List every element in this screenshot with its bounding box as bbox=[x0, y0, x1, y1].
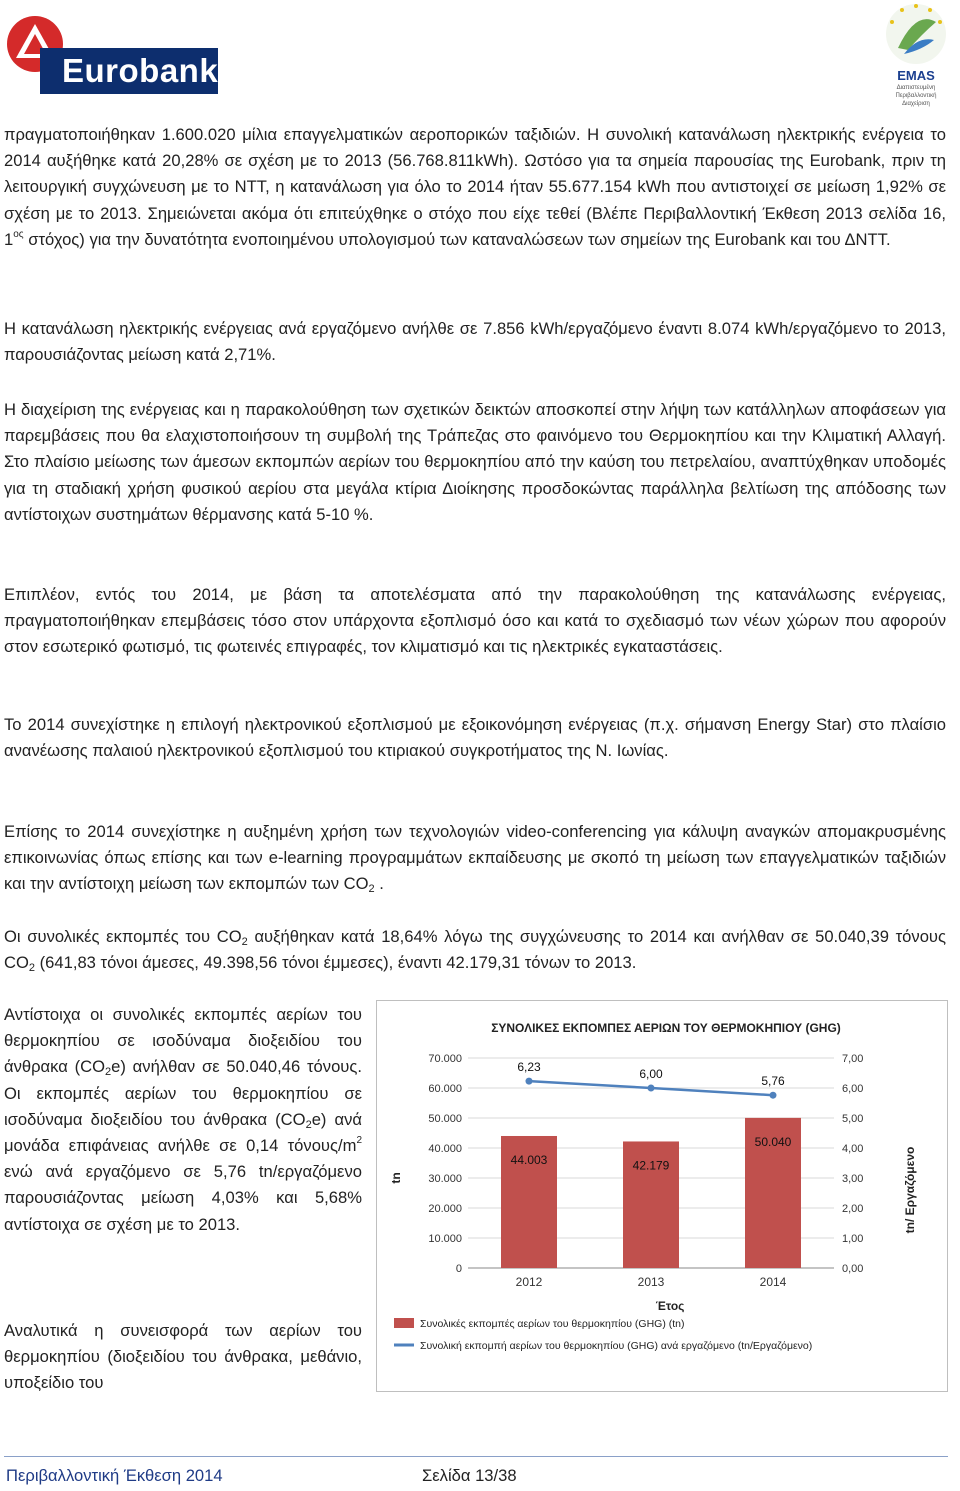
text-span: (641,83 τόνοι άμεσες, 49.398,56 τόνοι έμμεσες), έναντι 42.179,31 τόνων το 2013. bbox=[35, 953, 637, 973]
text-span: Αναλυτικά η συνεισφορά των αερίων του θερμοκηπίου (διοξειδίου του άνθρακα, μεθάνιο, υποξείδιο του bbox=[4, 1321, 362, 1393]
paragraph-interventions bbox=[4, 582, 946, 661]
line-point bbox=[770, 1092, 777, 1099]
footer-divider bbox=[4, 1456, 948, 1457]
y2-tick-label: 2,00 bbox=[842, 1203, 864, 1215]
line-data-label: 5,76 bbox=[761, 1074, 785, 1089]
text-span: Το 2014 συνεχίστηκε η επιλογή ηλεκτρονικού εξοπλισμού με εξοικονόμηση ενέργειας (π.χ. σήμανση Energy Star) στο πλαίσιο ανανέωσης παλαιού ηλεκτρονικού εξοπλισμού του κτιριακού συγκροτήματος της Ν. Ιωνίας. bbox=[4, 715, 946, 761]
x-axis-label: Έτος bbox=[655, 1299, 685, 1313]
footer-page-number: Σελίδα 13/38 bbox=[422, 1466, 517, 1485]
y-tick-label: 10.000 bbox=[428, 1233, 462, 1245]
subscript: 2 bbox=[241, 936, 248, 948]
emas-label: EMAS bbox=[897, 68, 935, 83]
y-tick-label: 20.000 bbox=[428, 1203, 462, 1215]
y-tick-label: 70.000 bbox=[428, 1053, 462, 1065]
text-span: Η διαχείριση της ενέργειας και η παρακολούθηση των σχετικών δεικτών αποσκοπεί στην λήψη των κατάλληλων αποφάσεων για παρεμβάσεις που θα ελαχιστοποιήσουν τη συμβολή της Τράπεζας στο φαινόμενο του Θερμοκηπίου και την Κλιματική Αλλαγή. Στο πλαίσιο μείωσης των άμεσων εκπομπών αερίων του θερμοκηπίου από την καύση του πετρελαίου, αναπτύχθηκαν υποδομές για τη σταδιακή χρήση φυσικού αερίου στα μεγάλα κτίρια Διοίκησης προσδοκώντας παράλληλα βελτίωση της απόδοσης των αντίστοιχων συστημάτων θέρμανσης κατά 5-10 %. bbox=[4, 400, 946, 524]
superscript: ος bbox=[13, 228, 24, 240]
y-tick-label: 60.000 bbox=[428, 1083, 462, 1095]
y-tick-label: 0 bbox=[455, 1263, 462, 1275]
y2-tick-label: 3,00 bbox=[842, 1173, 864, 1185]
text-span: στόχος) για την δυνατότητα ενοποιημένου υπολογισμού των καταναλώσεων των σημείων της Eurobank και του ΔΝΤΤ. bbox=[23, 229, 891, 249]
chart-title: ΣΥΝΟΛΙΚΕΣ ΕΚΠΟΜΠΕΣ ΑΕΡΙΩΝ ΤΟΥ ΘΕΡΜΟΚΗΠΙΟΥ (GHG) bbox=[491, 1021, 841, 1035]
line-point bbox=[526, 1078, 533, 1085]
subscript: 2 bbox=[305, 1118, 312, 1131]
eurobank-logo bbox=[4, 14, 218, 92]
y2-tick-label: 6,00 bbox=[842, 1083, 864, 1095]
subscript: 2 bbox=[368, 883, 375, 896]
legend-entry: Συνολικές εκπομπές αερίων του θερμοκηπίου (GHG) (tn) bbox=[420, 1318, 685, 1330]
text-span: Επίσης το 2014 συνεχίστηκε η αυξημένη χρήση των τεχνολογιών video-conferencing για κάλυψη αναγκών απομακρυσμένης επικοινωνίας όπως επίσης και των e-learning προγραμμάτων εκπαίδευσης με σκοπό τη μείωση των επαγγελματικών ταξιδιών και την αντίστοιχη μείωση των εκπομπών των CO bbox=[4, 822, 946, 894]
text-span: Οι συνολικές εκπομπές του CO bbox=[4, 927, 242, 946]
paragraph-ghg-equivalents bbox=[4, 1002, 362, 1238]
text-span: ενώ ανά εργαζόμενο σε 5,76 tn/εργαζόμενο παρουσιάζοντας μείωση 4,03% και 5,68% αντίστοιχα σε σχέση με το 2013. bbox=[4, 1162, 362, 1234]
y-tick-label: 40.000 bbox=[428, 1143, 462, 1155]
y-tick-label: 50.000 bbox=[428, 1113, 462, 1125]
paragraph-video-conferencing bbox=[4, 819, 946, 898]
y2-tick-label: 4,00 bbox=[842, 1143, 864, 1155]
legend-swatch-bar bbox=[394, 1318, 414, 1328]
ghg-emissions-chart bbox=[376, 1000, 948, 1392]
logo-text: Eurobank bbox=[40, 48, 218, 94]
emas-subtext: Διαπιστευμένη Περιβαλλοντική Διαχείριση bbox=[895, 85, 937, 107]
y-axis-label: tn bbox=[389, 1172, 403, 1184]
text-span: Αντίστοιχα οι συνολικές εκπομπές αερίων του θερμοκηπίου σε ισοδύναμα διοξειδίου του άνθρακα (CO bbox=[4, 1005, 362, 1077]
y2-tick-label: 1,00 bbox=[842, 1233, 864, 1245]
x-tick-label: 2012 bbox=[515, 1275, 543, 1289]
paragraph-co2-emissions bbox=[4, 924, 946, 976]
x-tick-label: 2013 bbox=[637, 1275, 665, 1289]
y-tick-label: 30.000 bbox=[428, 1173, 462, 1185]
line-data-label: 6,00 bbox=[639, 1067, 663, 1081]
emas-icon bbox=[878, 0, 954, 68]
text-span: Επιπλέον, εντός του 2014, με βάση τα αποτελέσματα από την παρακολούθηση της κατανάλωσης ενέργειας, πραγματοποιήθηκαν επεμβάσεις τόσο στον υπάρχοντα εξοπλισμό όσο και κατά το σχεδιασμό των νέων χώρων που αφορούν στον εσωτερικό φωτισμό, τις φωτεινές επιγραφές, τον κλιματισμό και τις ηλεκτρικές εγκαταστάσεις. bbox=[4, 585, 946, 657]
paragraph-per-employee bbox=[4, 316, 946, 368]
bar-data-label: 50.040 bbox=[754, 1134, 792, 1149]
subscript: 2 bbox=[105, 1066, 112, 1079]
y2-tick-label: 0,00 bbox=[842, 1263, 864, 1275]
bar-data-label: 44.003 bbox=[510, 1152, 548, 1167]
legend-entry: Συνολική εκπομπή αερίων του θερμοκηπίου (GHG) ανά εργαζόμενο (tn/Εργαζόμενο) bbox=[420, 1340, 813, 1352]
y2-axis-label: tn/ Εργαζόμενο bbox=[903, 1146, 917, 1234]
paragraph-ghg-breakdown bbox=[4, 1318, 362, 1397]
line-data-label: 6,23 bbox=[517, 1060, 541, 1075]
x-tick-label: 2014 bbox=[759, 1275, 787, 1289]
text-span: . bbox=[374, 874, 384, 894]
y2-tick-label: 7,00 bbox=[842, 1053, 864, 1065]
text-span: αυξήθηκαν κατά 18,64% λόγω της συγχώνευσης το 2014 και ανήλθαν σε 50.040,39 τόνους CO bbox=[4, 927, 946, 973]
footer-report-title: Περιβαλλοντική Έκθεση 2014 bbox=[6, 1466, 223, 1485]
subscript: 2 bbox=[28, 962, 36, 975]
paragraph-energy-star bbox=[4, 712, 946, 764]
y2-tick-label: 5,00 bbox=[842, 1113, 864, 1125]
bar-data-label: 42.179 bbox=[632, 1158, 670, 1173]
text-span: πραγματοποιήθηκαν 1.600.020 μίλια επαγγελματικών αεροπορικών ταξιδιών. Η συνολική κατανάλωση ηλεκτρικής ενέργεια το 2014 αυξήθηκε κατά 20,28% σε σχέση με το 2013 (56.768.811kWh). Ωστόσο για τα σημεία παρουσίας της Eurobank, πριν τη λειτουργική συγχώνευση με το ΝΤΤ, η κατανάλωση για όλο το 2014 ήταν 55.677.154 kWh που αντιστοιχεί σε μείωση 1,92% σε σχέση με το 2013. Σημειώνεται ακόμα ότι επιτεύχθηκε ο στόχο που είχε τεθεί (Βλέπε Περιβαλλοντική Έκθεση 2013 σελίδα 16, 1 bbox=[4, 125, 946, 249]
emas-logo bbox=[878, 0, 954, 118]
superscript: 2 bbox=[356, 1135, 362, 1147]
text-span: Η κατανάλωση ηλεκτρικής ενέργειας ανά εργαζόμενο ανήλθε σε 7.856 kWh/εργαζόμενο έναντι 8.074 kWh/εργαζόμενο το 2013, παρουσιάζοντας μείωση κατά 2,71%. bbox=[4, 319, 946, 365]
text-span: e) ανά μονάδα επιφάνειας ανήλθε σε 0,14 τόνους/m bbox=[4, 1109, 362, 1156]
text-span: e) ανήλθαν σε 50.040,46 τόνους. Οι εκπομπές αερίων του θερμοκηπίου σε ισοδύναμα διοξειδίου του άνθρακα (CO bbox=[4, 1057, 362, 1129]
line-point bbox=[648, 1085, 655, 1092]
paragraph-electricity bbox=[4, 122, 946, 253]
paragraph-energy-management bbox=[4, 397, 946, 528]
